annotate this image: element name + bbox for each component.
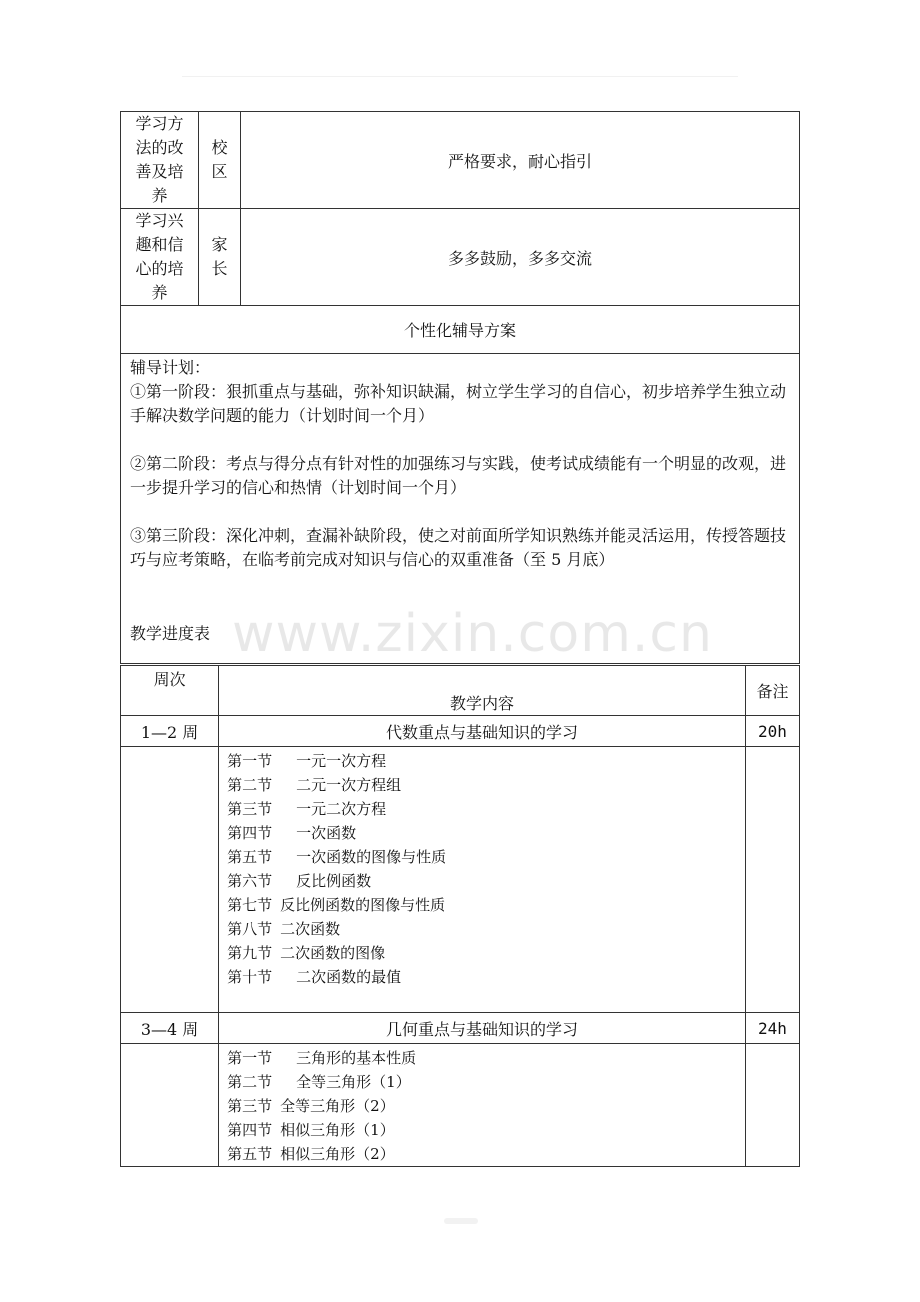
- row-value-interest: 多多鼓励，多多交流: [241, 209, 800, 306]
- list-item: 第三节 一元二次方程: [227, 800, 387, 818]
- footer-mark: [444, 1218, 478, 1224]
- block-2-sections: [219, 1044, 746, 1167]
- row-who-parent: 家 长: [199, 209, 241, 306]
- table-row: [121, 112, 800, 209]
- block-2-topic: 几何重点与基础知识的学习: [219, 1013, 746, 1044]
- list-item: 第一节 一元一次方程: [227, 752, 387, 770]
- block-1-sections: [219, 747, 746, 1013]
- table-row: [121, 209, 800, 306]
- block-1-week: 1—2 周: [121, 716, 219, 747]
- row-label-interest: 学习兴 趣和信 心的培 养: [121, 209, 199, 306]
- progress-label: 教学进度表: [130, 624, 211, 643]
- header-note: 备注: [745, 666, 799, 716]
- list-item: 第一节 三角形的基本性质: [227, 1049, 417, 1067]
- list-item: 第四节 相似三角形（1）: [227, 1121, 395, 1139]
- header-content: 教学内容: [219, 666, 746, 716]
- schedule-header-row: [121, 666, 800, 716]
- list-item: 第四节 一次函数: [227, 824, 357, 842]
- section-title: 个性化辅导方案: [121, 306, 800, 354]
- plan-table: [120, 111, 800, 664]
- table-row: [121, 747, 800, 1013]
- plan-content: [121, 354, 800, 664]
- list-item: 第九节 二次函数的图像: [227, 944, 386, 962]
- block-1-week-empty: [121, 747, 219, 1013]
- schedule-table: [120, 665, 800, 1167]
- table-row: [121, 354, 800, 664]
- plan-stage-3: ③第三阶段：深化冲刺，查漏补缺阶段，使之对前面所学知识熟练并能灵活运用，传授答题技巧与应考策略，在临考前完成对知识与信心的双重准备（至 5 月底）: [130, 526, 787, 569]
- watermark: www.zixin.com.cn: [232, 604, 713, 664]
- plan-stage-1: ①第一阶段：狠抓重点与基础，弥补知识缺漏，树立学生学习的自信心，初步培养学生独立动手解决数学问题的能力（计划时间一个月）: [130, 382, 787, 425]
- list-item: 第八节 二次函数: [227, 920, 341, 938]
- list-item: 第六节 反比例函数: [227, 872, 372, 890]
- block-2-week-empty: [121, 1044, 219, 1167]
- list-item: 第三节 全等三角形（2）: [227, 1097, 395, 1115]
- block-2-week: 3—4 周: [121, 1013, 219, 1044]
- block-1-note-empty: [745, 747, 799, 1013]
- table-row: [121, 306, 800, 354]
- block-2-hours: 24h: [745, 1013, 799, 1044]
- list-item: 第五节 相似三角形（2）: [227, 1145, 395, 1163]
- list-item: 第十节 二次函数的最值: [227, 968, 402, 986]
- table-row: [121, 1044, 800, 1167]
- list-item: 第二节 全等三角形（1）: [227, 1073, 411, 1091]
- header-week: 周次: [121, 666, 219, 716]
- list-item: 第七节 反比例函数的图像与性质: [227, 896, 446, 914]
- table-row: [121, 1013, 800, 1044]
- list-item: 第五节 一次函数的图像与性质: [227, 848, 447, 866]
- row-who-school: 校 区: [199, 112, 241, 209]
- block-1-hours: 20h: [745, 716, 799, 747]
- header-rule: [182, 76, 738, 77]
- table-row: [121, 716, 800, 747]
- plan-stage-2: ②第二阶段：考点与得分点有针对性的加强练习与实践，使考试成绩能有一个明显的改观，进一步提升学习的信心和热情（计划时间一个月）: [130, 454, 787, 497]
- block-2-note-empty: [745, 1044, 799, 1167]
- block-1-topic: 代数重点与基础知识的学习: [219, 716, 746, 747]
- row-value-method: 严格要求，耐心指引: [241, 112, 800, 209]
- plan-heading: 辅导计划：: [130, 358, 211, 377]
- row-label-method: 学习方 法的改 善及培 养: [121, 112, 199, 209]
- list-item: 第二节 二元一次方程组: [227, 776, 402, 794]
